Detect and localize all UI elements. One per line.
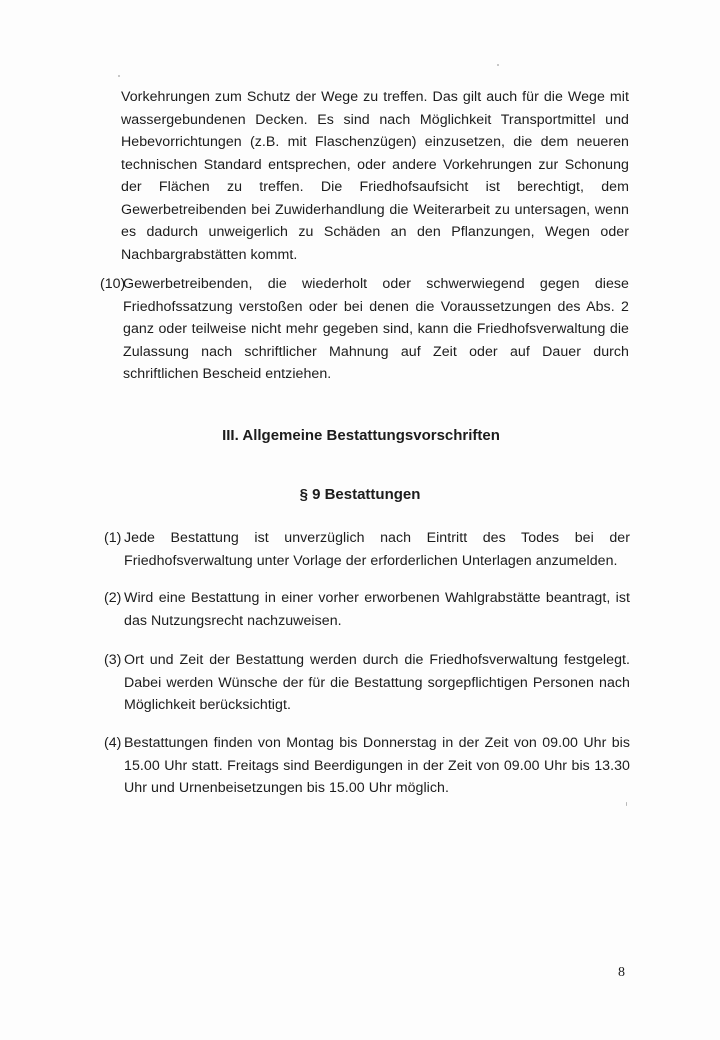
item-number: (3) (104, 652, 122, 668)
page-number: 8 (618, 965, 625, 980)
item-text: Wird eine Bestattung in einer vorher erworbenen Wahlgrabstätte beantragt, ist das Nutzungsrecht nachzuweisen. (124, 590, 630, 629)
paragraph-heading: § 9 Bestattungen (299, 486, 421, 503)
item-text: Ort und Zeit der Bestattung werden durch die Friedhofsverwaltung festgelegt. Dabei werden Wünsche der für die Bestattung sorgepflichtigen Personen nach Möglichkeit berücksichtigt. (124, 652, 630, 713)
item-text: Bestattungen finden von Montag bis Donnerstag in der Zeit von 09.00 Uhr bis 15.00 Uhr statt. Freitags sind Beerdigungen in der Zeit von 09.00 Uhr bis 13.30 Uhr und Urnenbeisetzungen bis 15.00 Uhr möglich. (124, 735, 630, 796)
item-text: Jede Bestattung ist unverzüglich nach Eintritt des Todes bei der Friedhofsverwaltung unter Vorlage der erforderlichen Unterlagen anzumelden. (124, 530, 630, 569)
item-number: (4) (104, 735, 122, 751)
scan-speck (497, 64, 499, 66)
scan-speck (626, 802, 627, 806)
paragraph-continuation: Vorkehrungen zum Schutz der Wege zu treffen. Das gilt auch für die Wege mit wassergebundenen Decken. Es sind nach Möglichkeit Transportmittel und Hebevorrichtungen (z.B. mit Flaschenzügen) einzusetzen, die dem neueren technischen Standard entsprechen, oder andere Vorkehrungen zur Schonung der Flächen zu treffen. Die Friedhofsaufsicht ist berechtigt, dem Gewerbetreibenden bei Zuwiderhandlung die Weiterarbeit zu untersagen, wenn es dadurch unweigerlich zu Schäden an den Pflanzungen, Wegen oder Nachbargrabstätten kommt. (121, 89, 629, 263)
list-item-4 (104, 732, 630, 802)
item-number: (2) (104, 590, 122, 606)
list-item-1 (104, 527, 630, 575)
list-item-10 (100, 273, 630, 385)
list-item-2 (104, 587, 630, 635)
scan-speck (118, 75, 120, 77)
list-item-3 (104, 649, 630, 719)
item-number: (10) (100, 276, 126, 292)
item-text: Gewerbetreibenden, die wiederholt oder schwerwiegend gegen diese Friedhofssatzung verstoßen oder bei denen die Voraussetzungen des Abs. 2 ganz oder teilweise nicht mehr gegeben sind, kann die Friedhofsverwaltung die Zulassung nach schriftlicher Mahnung auf Zeit oder auf Dauer durch schriftlichen Bescheid entziehen. (123, 276, 629, 382)
item-number: (1) (104, 530, 122, 546)
section-heading: III. Allgemeine Bestattungsvorschriften (222, 427, 500, 444)
